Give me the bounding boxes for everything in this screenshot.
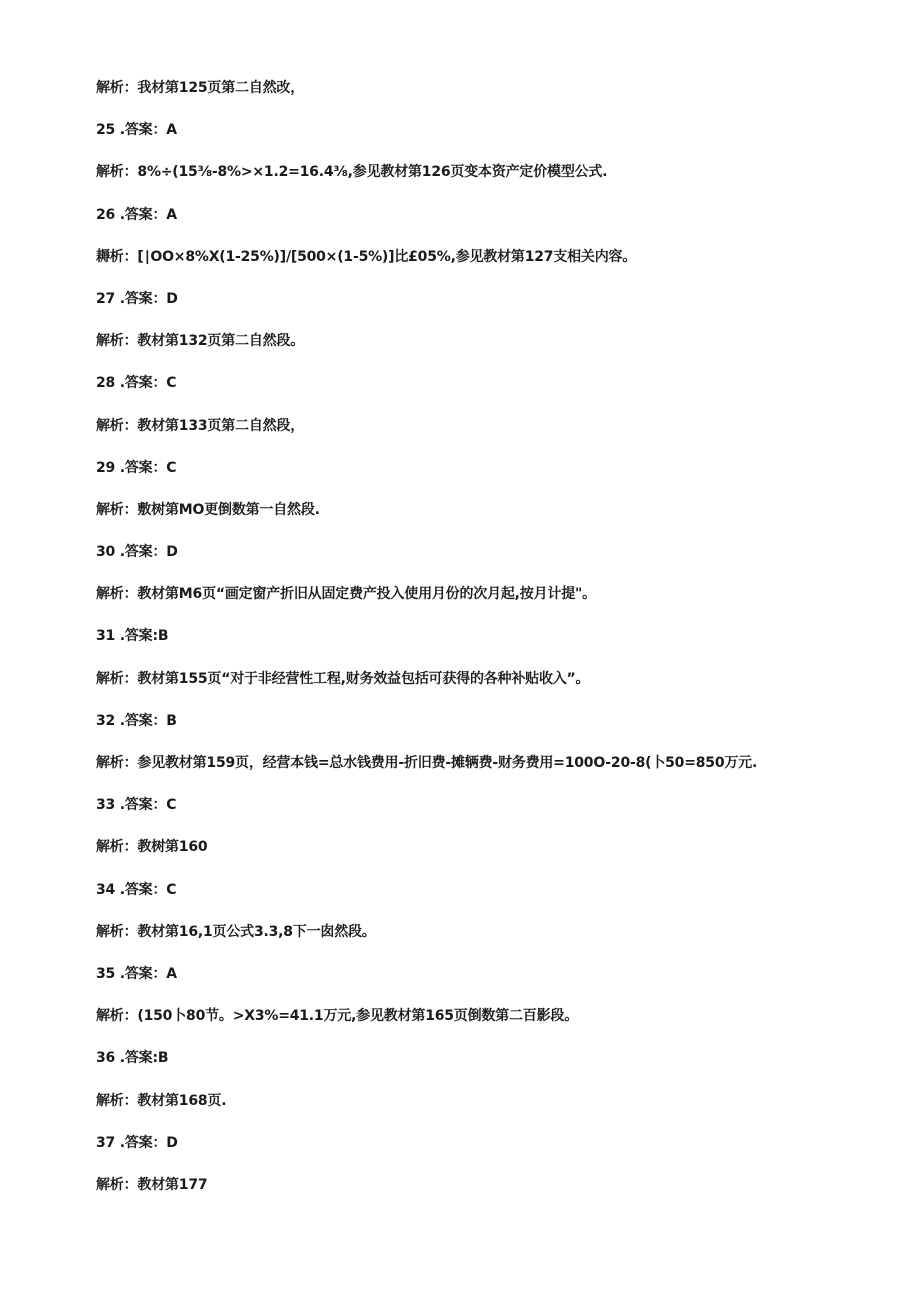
explanation-line: 解析：教材第132页第二自然段。 bbox=[96, 333, 305, 350]
explanation-line: 解析：教树第160 bbox=[96, 839, 208, 856]
answer-line: 35 .答案：A bbox=[96, 965, 177, 982]
answer-line: 32 .答案：B bbox=[96, 712, 177, 729]
explanation-line: 解析：教材第155页“对于非经营性工程,财务效益包括可获得的各种补贴收入”。 bbox=[96, 670, 590, 687]
answer-line: 37 .答案：D bbox=[96, 1134, 178, 1151]
answer-line: 25 .答案：A bbox=[96, 122, 177, 139]
explanation-line: 解析：教材第133页第二自然段， bbox=[96, 417, 305, 434]
answer-line: 30 .答案：D bbox=[96, 544, 178, 561]
explanation-line: 解析：(150卜80节。>X3%=41.1万元,参见教材第165页倒数第二百影段。 bbox=[96, 1008, 579, 1025]
explanation-line: 解析：教材第168页. bbox=[96, 1092, 227, 1109]
answer-line: 26 .答案：A bbox=[96, 206, 177, 223]
explanation-line: 解析：敷树第MO更倒数第一自然段. bbox=[96, 501, 320, 518]
answer-line: 36 .答案:B bbox=[96, 1050, 169, 1067]
answer-line: 31 .答案:B bbox=[96, 628, 169, 645]
answer-line: 34 .答案：C bbox=[96, 881, 177, 898]
explanation-line: 解析：教材第M6页“画定窗产折旧从固定费产投入使用月份的次月起,按月计提"。 bbox=[96, 586, 596, 603]
explanation-line: 解析：参见教材第159页，经营本钱=总水钱费用-折旧费-摊辆费-财务费用=100O-20-8(卜50=850万元. bbox=[96, 755, 758, 771]
answer-line: 28 .答案：C bbox=[96, 375, 177, 392]
answer-line: 33 .答案：C bbox=[96, 797, 177, 814]
answer-line: 29 .答案：C bbox=[96, 459, 177, 476]
answer-line: 27 .答案：D bbox=[96, 290, 178, 307]
explanation-line: 解析：教材第16,1页公式3.3,8下一囱然段。 bbox=[96, 923, 376, 940]
explanation-line: 解析：8%÷(15⅜-8%>×1.2=16.4⅜,参见教材第126页变本资产定价模型公式. bbox=[96, 164, 608, 181]
explanation-line: 解析：教材第177 bbox=[96, 1176, 208, 1193]
explanation-line: 解析：我材第125页第二自然改， bbox=[96, 80, 305, 96]
answer-explanations bbox=[96, 74, 876, 1213]
explanation-line: 耨析：[∣OO×8%X(1-25%)]/[500×(1-5%)]比£05%,参见教材第127支相关内容。 bbox=[96, 248, 637, 265]
